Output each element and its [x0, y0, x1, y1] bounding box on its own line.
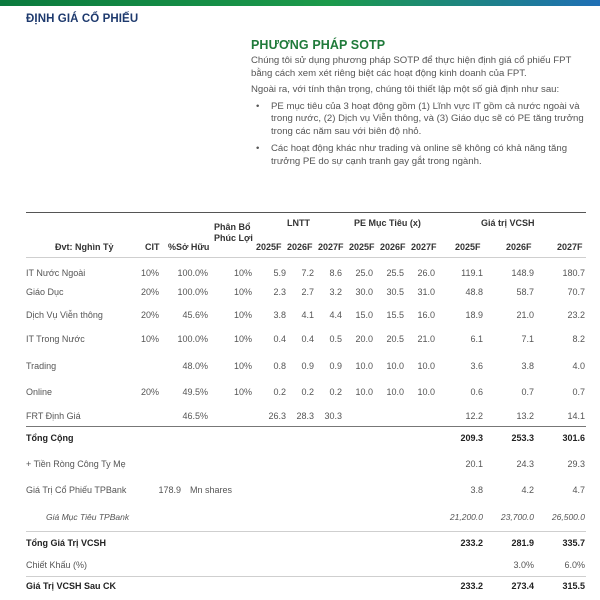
summary-vcsh: 24.3 — [516, 459, 534, 469]
header-year: 2025F — [256, 242, 282, 252]
cell-lntt: 3.2 — [329, 287, 342, 297]
cell-lntt: 0.5 — [329, 334, 342, 344]
cell-pe: 10.0 — [417, 361, 435, 371]
cell-wel: 10% — [233, 287, 252, 297]
summary-vcsh: 29.3 — [567, 459, 585, 469]
cell-vcsh: 23.2 — [567, 310, 585, 320]
cell-wel: 10% — [233, 268, 252, 278]
summary-vcsh: 20.1 — [465, 459, 483, 469]
tpb-shares-unit: Mn shares — [190, 485, 233, 495]
row-divider — [26, 576, 586, 577]
cell-vcsh: 70.7 — [567, 287, 585, 297]
cell-lntt: 0.4 — [273, 334, 286, 344]
cell-vcsh: 3.6 — [470, 361, 483, 371]
cell-pe: 15.5 — [386, 310, 404, 320]
cell-vcsh: 3.8 — [521, 361, 534, 371]
summary-label: + Tiền Ròng Công Ty Mẹ — [26, 459, 126, 469]
summary-label: Tổng Cộng — [26, 433, 74, 443]
cell-lntt: 30.3 — [324, 411, 342, 421]
cell-cit: 10% — [141, 334, 160, 344]
header-year: 2026F — [506, 242, 532, 252]
cell-wel: 10% — [233, 361, 252, 371]
cell-lntt: 0.2 — [273, 387, 286, 397]
cell-vcsh: 8.2 — [572, 334, 585, 344]
cell-pe: 21.0 — [417, 334, 435, 344]
cell-pe: 31.0 — [417, 287, 435, 297]
cell-vcsh: 58.7 — [516, 287, 534, 297]
cell-pe: 26.0 — [417, 268, 435, 278]
cell-lntt: 0.8 — [273, 361, 286, 371]
cell-pe: 20.0 — [355, 334, 373, 344]
summary-vcsh: 6.0% — [564, 560, 585, 570]
row-label: Dịch Vụ Viễn thông — [26, 310, 103, 320]
header-vcsh: Giá trị VCSH — [481, 218, 535, 228]
row-label: FRT Định Giá — [26, 411, 81, 421]
cell-cit: 20% — [141, 387, 160, 397]
header-year: 2025F — [455, 242, 481, 252]
cell-pe: 25.0 — [355, 268, 373, 278]
summary-label: Giá Trị Cổ Phiếu TPBank — [26, 485, 127, 495]
cell-cit: 20% — [141, 310, 160, 320]
header-cit: CIT — [145, 242, 160, 252]
summary-vcsh: 281.9 — [511, 538, 534, 548]
cell-pe: 10.0 — [386, 361, 404, 371]
cell-pe: 10.0 — [355, 361, 373, 371]
header-year: 2025F — [349, 242, 375, 252]
summary-vcsh: 273.4 — [511, 581, 534, 591]
header-welfare: Phân Bổ Phúc Lợi — [214, 222, 253, 243]
cell-own: 100.0% — [177, 334, 208, 344]
method-title: PHƯƠNG PHÁP SOTP — [251, 38, 386, 52]
cell-lntt: 3.8 — [273, 310, 286, 320]
cell-vcsh: 7.1 — [521, 334, 534, 344]
cell-pe: 25.5 — [386, 268, 404, 278]
cell-own: 100.0% — [177, 268, 208, 278]
cell-wel: 10% — [233, 310, 252, 320]
cell-pe: 30.5 — [386, 287, 404, 297]
header-year: 2026F — [380, 242, 406, 252]
cell-vcsh: 14.1 — [567, 411, 585, 421]
header-pe: PE Mục Tiêu (x) — [354, 218, 421, 228]
cell-lntt: 26.3 — [268, 411, 286, 421]
summary-vcsh: 21,200.0 — [449, 512, 483, 522]
row-divider — [26, 426, 586, 427]
summary-vcsh: 335.7 — [562, 538, 585, 548]
row-label: IT Trong Nước — [26, 334, 85, 344]
cell-vcsh: 6.1 — [470, 334, 483, 344]
summary-label: Chiết Khấu (%) — [26, 560, 88, 570]
method-description — [251, 55, 587, 173]
cell-cit: 20% — [141, 287, 160, 297]
cell-pe: 16.0 — [417, 310, 435, 320]
header-year: 2027F — [318, 242, 344, 252]
cell-wel: 10% — [233, 334, 252, 344]
summary-label: Giá Mục Tiêu TPBank — [46, 512, 130, 522]
cell-own: 100.0% — [177, 287, 208, 297]
row-label: IT Nước Ngoài — [26, 268, 86, 278]
header-ownership: %Sở Hữu — [168, 242, 210, 252]
cell-vcsh: 18.9 — [465, 310, 483, 320]
cell-vcsh: 0.7 — [521, 387, 534, 397]
cell-vcsh: 180.7 — [562, 268, 585, 278]
cell-lntt: 0.2 — [301, 387, 314, 397]
bullet-icon: • — [256, 143, 260, 154]
assumption-list — [251, 101, 587, 169]
top-accent-bar — [0, 0, 600, 6]
cell-vcsh: 119.1 — [461, 268, 483, 278]
cell-lntt: 2.3 — [273, 287, 286, 297]
summary-vcsh: 209.3 — [460, 433, 483, 443]
header-year: 2027F — [557, 242, 583, 252]
cell-cit: 10% — [141, 268, 160, 278]
cell-own: 49.5% — [182, 387, 208, 397]
cell-lntt: 4.4 — [329, 310, 342, 320]
cell-vcsh: 0.7 — [572, 387, 585, 397]
cell-lntt: 2.7 — [301, 287, 314, 297]
cell-lntt: 0.4 — [301, 334, 314, 344]
summary-vcsh: 26,500.0 — [551, 512, 585, 522]
header-divider — [26, 257, 586, 258]
cell-pe: 10.0 — [355, 387, 373, 397]
cell-pe: 10.0 — [417, 387, 435, 397]
cell-vcsh: 148.9 — [511, 268, 534, 278]
summary-vcsh: 23,700.0 — [500, 512, 534, 522]
header-unit: Đvt: Nghìn Tỷ — [55, 242, 114, 252]
header-year: 2027F — [411, 242, 437, 252]
assumption-text: PE mục tiêu của 3 hoạt động gồm (1) Lĩnh vực IT gồm cả nước ngoài và trong nước, (2) Dịch vụ Viễn thông, và (3) Giáo dục sẽ có PE tăng trưởng trong các năm sau với biên độ nhỏ. — [271, 100, 584, 137]
summary-vcsh: 3.8 — [470, 485, 483, 495]
table-top-rule — [26, 212, 586, 213]
cell-pe: 20.5 — [386, 334, 404, 344]
summary-vcsh: 315.5 — [562, 581, 585, 591]
header-year: 2026F — [287, 242, 313, 252]
cell-lntt: 0.2 — [329, 387, 342, 397]
summary-vcsh: 4.7 — [572, 485, 585, 495]
cell-lntt: 8.6 — [329, 268, 342, 278]
cell-vcsh: 13.2 — [516, 411, 534, 421]
summary-vcsh: 233.2 — [460, 581, 483, 591]
assumption-text: Các hoạt động khác như trading và online sẽ không có khả năng tăng trưởng PE do sự cạnh tranh gay gắt trong ngành. — [271, 143, 568, 167]
cell-vcsh: 21.0 — [516, 310, 534, 320]
assumption-item — [251, 143, 587, 168]
assumption-item — [251, 101, 587, 139]
cell-own: 48.0% — [182, 361, 208, 371]
cell-lntt: 7.2 — [301, 268, 314, 278]
row-label: Giáo Dục — [26, 287, 64, 297]
summary-label: Giá Trị VCSH Sau CK — [26, 581, 117, 591]
header-lntt: LNTT — [287, 218, 310, 228]
cell-lntt: 4.1 — [301, 310, 314, 320]
summary-vcsh: 253.3 — [511, 433, 534, 443]
summary-vcsh: 3.0% — [513, 560, 534, 570]
bullet-icon: • — [256, 100, 260, 112]
row-divider — [26, 531, 586, 532]
cell-lntt: 5.9 — [273, 268, 286, 278]
cell-lntt: 0.9 — [301, 361, 314, 371]
row-label: Online — [26, 387, 53, 397]
cell-vcsh: 0.6 — [470, 387, 483, 397]
cell-own: 46.5% — [182, 411, 208, 421]
cell-pe: 15.0 — [355, 310, 373, 320]
cell-vcsh: 48.8 — [465, 287, 483, 297]
section-title: ĐỊNH GIÁ CỔ PHIẾU — [26, 13, 139, 25]
row-label: Trading — [26, 361, 57, 371]
cell-lntt: 0.9 — [329, 361, 342, 371]
cell-vcsh: 4.0 — [572, 361, 585, 371]
summary-vcsh: 4.2 — [521, 485, 534, 495]
summary-label: Tổng Giá Trị VCSH — [26, 538, 107, 548]
summary-vcsh: 301.6 — [562, 433, 585, 443]
method-paragraph-1: Chúng tôi sử dụng phương pháp SOTP để thực hiện định giá cổ phiếu FPT bằng cách xem xét riêng biệt các hoạt động kinh doanh của FPT. — [251, 55, 572, 79]
cell-pe: 10.0 — [386, 387, 404, 397]
cell-lntt: 28.3 — [296, 411, 314, 421]
tpb-shares: 178.9 — [158, 485, 181, 495]
method-paragraph-2: Ngoài ra, với tính thận trọng, chúng tôi thiết lập một số giả định như sau: — [251, 84, 560, 95]
cell-vcsh: 12.2 — [465, 411, 483, 421]
cell-wel: 10% — [233, 387, 252, 397]
cell-own: 45.6% — [182, 310, 208, 320]
cell-pe: 30.0 — [355, 287, 373, 297]
summary-vcsh: 233.2 — [460, 538, 483, 548]
